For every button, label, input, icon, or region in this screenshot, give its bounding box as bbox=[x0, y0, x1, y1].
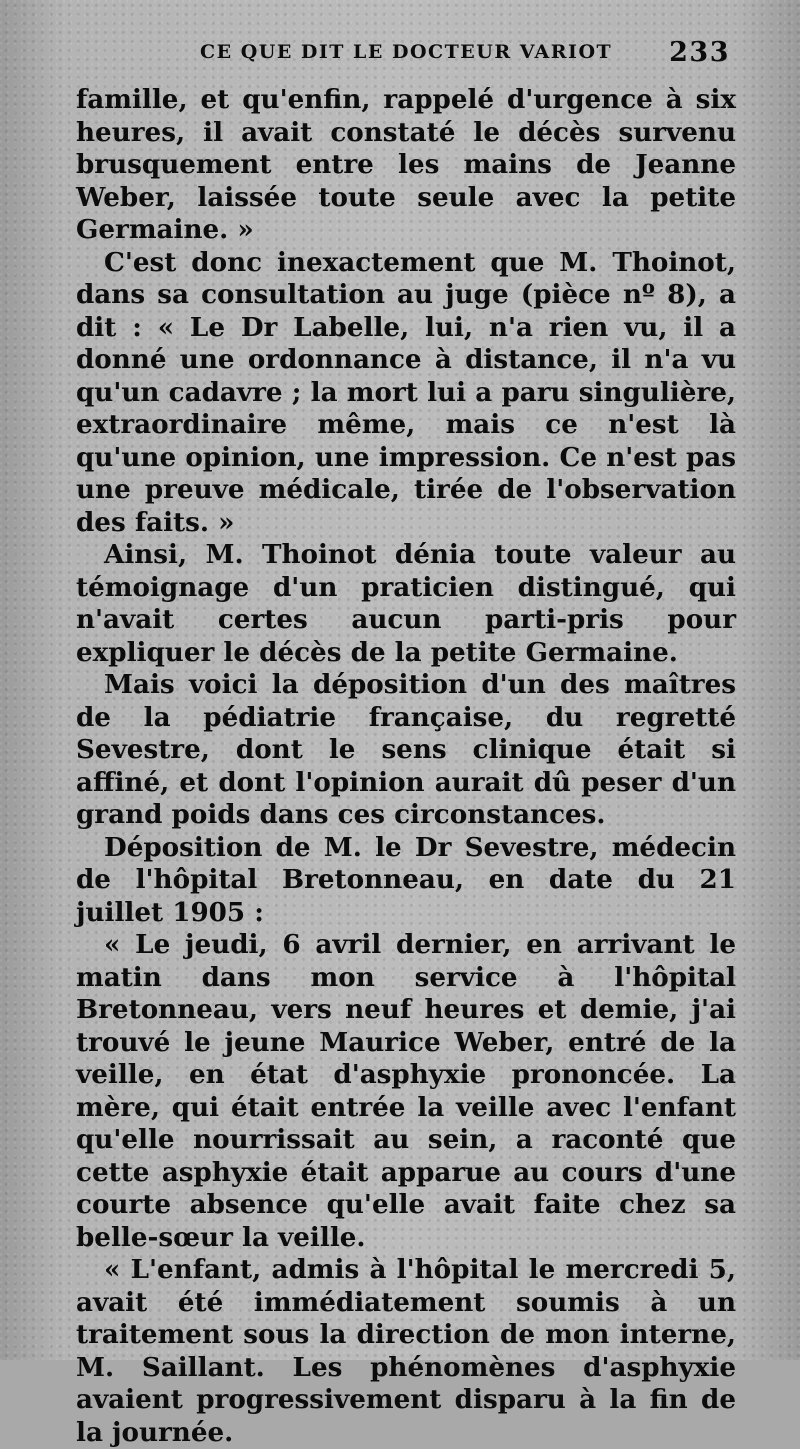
paragraph-2: C'est donc inexactement que M. Thoinot, dans sa consultation au juge (pièce nº 8), a dit : « Le Dr Labelle, lui, n'a rien vu, il a donné une ordonnance à distance, il n'a vu qu'un cadavre ; la mort lui a paru singulière, extraordinaire même, mais ce n'est là qu'une opinion, une impression. Ce n'est pas une preuve médicale, tirée de l'observation des faits. » bbox=[76, 246, 736, 538]
paragraph-6: « Le jeudi, 6 avril dernier, en arrivant le matin dans mon service à l'hôpital Bretonneau, vers neuf heures et demie, j'ai trouvé le jeune Maurice Weber, entré de la veille, en état d'asphyxie prononcée. La mère, qui était entrée la veille avec l'enfant qu'elle nourrissait au sein, a raconté que cette asphyxie était apparue au cours d'une courte absence qu'elle avait faite chez sa belle-sœur la veille. bbox=[76, 929, 736, 1253]
paragraph-4: Mais voici la déposition d'un des maîtres de la pédiatrie française, du regretté Sevestre, dont le sens clinique était si affiné, et dont l'opinion aurait dû peser d'un grand poids dans ces circonstances. bbox=[76, 669, 736, 830]
body-text bbox=[76, 84, 736, 1449]
page-number: 233 bbox=[669, 36, 730, 68]
running-title: CE QUE DIT LE DOCTEUR VARIOT bbox=[200, 41, 613, 63]
paragraph-7: « L'enfant, admis à l'hôpital le mercredi 5, avait été immédiatement soumis à un traitement sous la direction de mon interne, M. Saillant. Les phénomènes d'asphyxie avaient progressivement disparu à la fin de la journée. bbox=[76, 1254, 736, 1448]
paragraph-1: famille, et qu'enfin, rappelé d'urgence à six heures, il avait constaté le décès survenu brusquement entre les mains de Jeanne Weber, laissée toute seule avec la petite Germaine. » bbox=[76, 84, 736, 245]
paragraph-3: Ainsi, M. Thoinot dénia toute valeur au témoignage d'un praticien distingué, qui n'avait certes aucun parti-pris pour expliquer le décès de la petite Germaine. bbox=[76, 539, 736, 668]
running-head bbox=[200, 34, 730, 70]
paragraph-5: Déposition de M. le Dr Sevestre, médecin de l'hôpital Bretonneau, en date du 21 juillet 1905 : bbox=[76, 831, 736, 928]
